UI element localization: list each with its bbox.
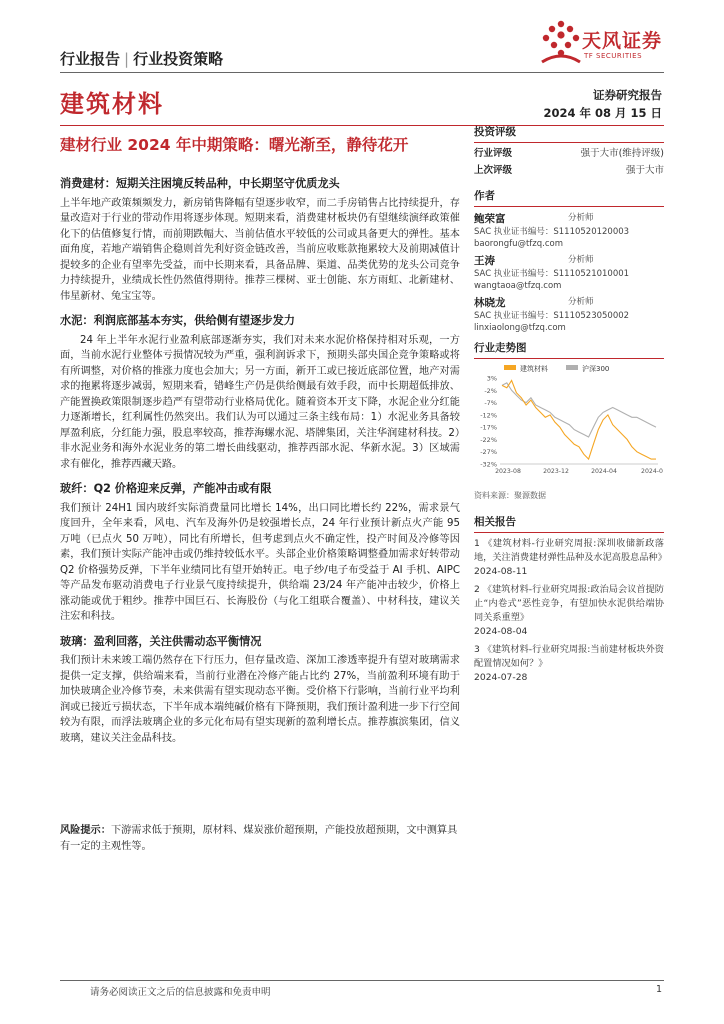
chart-source: 资料来源：聚源数据: [474, 491, 546, 500]
main-content: [60, 176, 460, 755]
report-date: 2024 年 08 月 15 日: [543, 106, 662, 120]
author-card: [474, 211, 664, 250]
author-role: 分析师: [568, 297, 594, 307]
report-category: [60, 48, 223, 69]
page-number: 1: [655, 984, 662, 995]
section-cement: [60, 313, 460, 472]
author-card: [474, 253, 664, 292]
y-tick-label: 3%: [486, 374, 497, 383]
y-tick-label: -22%: [480, 435, 497, 444]
section-body: 我们预计 24H1 国内玻纤实际消费量同比增长 14%，出口同比增长约 22%，需求景气度回升，全年来看，风电、汽车及海外仍是较强增长点，24 年行业预计新点火产能 95 万吨（已点火 50 万吨），同比有所增长，但考虑到点火不确定性，投产时间及冷修等因素，我们预计实际产能冲击或仍维持较低水平。头部企业价格策略调整叠加需求好转带动 Q2 价格强势反弹，下半年业绩同比有望开始转正。电子纱/电子布受益于 AI 手机、AIPC 等产品发布驱动消费电子行业景气度持续提升，供给端 23/24 年产能冲击较少，价格上涨动能或优于粗纱。推荐中国巨石、长海股份（与化工组联合覆盖）、中材科技，建议关注宏和科技。: [60, 502, 460, 622]
y-tick-label: -7%: [484, 399, 497, 408]
rating-panel: [474, 124, 664, 179]
authors-heading: 作者: [474, 190, 495, 202]
author-email[interactable]: wangtaoa@tfzq.com: [474, 281, 562, 291]
related-item-title[interactable]: 1 《建筑材料-行业研究周报:深圳收储新政落地，关注消费建材弹性品种及水泥高股息品种》: [474, 538, 667, 563]
author-role: 分析师: [568, 213, 594, 223]
author-card: [474, 295, 664, 334]
legend-label: 建筑材料: [520, 365, 548, 373]
author-name: 王涛: [474, 255, 495, 267]
authors-panel: [474, 188, 664, 334]
x-tick-label: 2023-12: [543, 468, 569, 475]
y-tick-label: -27%: [480, 448, 497, 457]
related-item-title[interactable]: 3 《建筑材料-行业研究周报:当前建材板块外资配置情况如何？》: [474, 644, 664, 669]
author-cert: SAC 执业证书编号：S1110523050002: [474, 311, 630, 321]
section-glass-fiber: [60, 481, 460, 625]
related-item-date: 2024-07-28: [474, 672, 528, 683]
y-tick-label: -12%: [480, 411, 497, 420]
tf-logo-icon: [536, 18, 582, 68]
industry-rating-value: 强于大市(维持评级): [580, 148, 664, 159]
related-item-date: 2024-08-11: [474, 566, 528, 577]
section-body: 上半年地产政策频频发力，新房销售降幅有望逐步收窄，而二手房销售占比持续提升，存量改造对于行业的带动作用将逐步体现。短期来看，消费建材板块仍有望继续演绎政策催化下的估值修复行情，而前期跌幅大、当前估值水平较低的公司或具备更大的弹性。基本面角度，若地产端销售企稳则首先利好资金链改善，当前应收账款拖累较大及前期减值计提较多的企业有望率先受益，而中长期来看，具备品牌、渠道、品类优势的龙头公司竞争力持续提升，业绩成长性仍然值得期待。推荐三棵树、亚士创能、东方雨虹、北新建材、伟星新材、兔宝宝等。: [60, 197, 460, 302]
legend-swatch: [566, 365, 578, 370]
category-secondary: 行业投资策略: [133, 50, 224, 68]
related-item-date: 2024-08-04: [474, 626, 528, 637]
related-item[interactable]: [474, 537, 667, 579]
x-tick-label: 2024-04: [591, 468, 617, 475]
risk-warning: [60, 823, 460, 854]
author-email[interactable]: baorongfu@tfzq.com: [474, 239, 564, 249]
trend-divider: [474, 358, 664, 359]
legend-label: 沪深300: [582, 365, 610, 373]
authors-divider: [474, 206, 664, 207]
section-body: 我们预计未来竣工端仍然存在下行压力，但存量改造、深加工渗透率提升有望对玻璃需求提供一定支撑，供给端来看，当前行业潜在冷修产能占比约 27%，当前盈利环境有助于加快玻璃企业冷修节奏，未来供需有望实现动态平衡。受价格下行影响，当前行业平均利润或已接近亏损状态，下半年成本端纯碱价格有下降预期，我们预计盈利进一步下行空间较为有限，而浮法玻璃企业的多元化布局有望实现新的盈利增长点。推荐旗滨集团，信义玻璃，建议关注金晶科技。: [60, 655, 460, 744]
legend-swatch: [504, 365, 516, 370]
author-email[interactable]: linxiaolong@tfzq.com: [474, 323, 566, 333]
report-title: 建材行业 2024 年中期策略：曙光渐至，静待花开: [60, 136, 409, 154]
category-primary: 行业报告: [60, 50, 121, 68]
author-cert: SAC 执业证书编号：S1110520120003: [474, 227, 630, 237]
x-tick-label: 2023-08: [495, 468, 521, 475]
y-tick-label: -32%: [480, 460, 497, 469]
section-heading: 玻璃：盈利回落，关注供需动态平衡情况: [60, 634, 262, 648]
section-glass: [60, 634, 460, 747]
section-consumer-building-materials: [60, 176, 460, 304]
trend-chart: [474, 360, 664, 482]
rating-divider: [474, 142, 664, 143]
series-line-building-materials: [502, 381, 656, 460]
related-item[interactable]: [474, 643, 664, 685]
previous-rating-label: 上次评级: [474, 165, 513, 176]
risk-text: 下游需求低于预期，原材料、煤炭涨价超预期，产能投放超预期，文中测算具有一定的主观性等。: [60, 825, 458, 852]
y-tick-label: -2%: [484, 386, 497, 395]
author-role: 分析师: [568, 255, 594, 265]
footer-divider: [60, 980, 664, 981]
industry-name: 建筑材料: [60, 90, 164, 118]
author-name: 鲍荣富: [474, 213, 506, 225]
related-item-title[interactable]: 2 《建筑材料-行业研究周报:政治局会议首提防止“内卷式”恶性竞争，有望加快水泥供给端协同关系重塑》: [474, 584, 664, 623]
previous-rating-row: [474, 162, 664, 179]
related-heading: 相关报告: [474, 516, 516, 528]
logo-subtext: TF SECURITIES: [584, 52, 643, 60]
x-tick-label: 2024-0: [641, 468, 663, 475]
logo-text: 天风证券: [582, 30, 663, 52]
related-divider: [474, 532, 664, 533]
industry-rating-label: 行业评级: [474, 148, 513, 159]
risk-label: 风险提示：: [60, 825, 111, 836]
related-item[interactable]: [474, 583, 664, 639]
section-heading: 消费建材：短期关注困境反转品种，中长期坚守优质龙头: [60, 177, 340, 190]
trend-heading: 行业走势图: [474, 342, 527, 354]
rating-heading: 投资评级: [474, 126, 516, 138]
related-panel: [474, 514, 667, 689]
footer-disclaimer: 请务必阅读正文之后的信息披露和免责申明: [90, 987, 271, 998]
series-line-csi300: [502, 383, 656, 437]
report-type: 证券研究报告: [593, 88, 662, 102]
y-tick-label: -17%: [480, 423, 497, 432]
section-body: 24 年上半年水泥行业盈利底部逐渐夯实，我们对未来水泥价格保持相对乐观，一方面，当前水泥行业整体亏损情况较为严重，强利润诉求下，预期头部央国企竞争策略或将有所调整，对价格的推涨力度也会加大；另一方面，新开工或已接近底部位置，地产对需求的拖累将逐步减弱，短期来看，错峰生产仍是供给侧最有效手段，而中长期超低排放、产能置换政策限制逐步趋严有望带动行业格局优化。随着资本开支下降，水泥企业分红能力逐渐增长，红利属性仍然突出。我们认为可以通过三条主线布局：1）水泥业务具备较厚盈利底，分红能力强，股息率较高，推荐海螺水泥、塔牌集团，关注华润建材科技。2）非水泥业务和海外水泥业务的第二增长曲线驱动，推荐西部水泥、华新水泥。3）区域需求有催化，推荐西藏天路。: [60, 334, 460, 470]
category-separator: |: [124, 50, 130, 68]
header-divider: [60, 72, 664, 73]
section-heading: 玻纤：Q2 价格迎来反弹，产能冲击或有限: [60, 482, 272, 495]
section-heading: 水泥：利润底部基本夯实，供给侧有望逐步发力: [60, 314, 295, 327]
author-cert: SAC 执业证书编号：S1110521010001: [474, 269, 630, 279]
previous-rating-value: 强于大市: [625, 165, 664, 176]
industry-rating-row: [474, 145, 664, 162]
author-name: 林晓龙: [474, 297, 506, 309]
